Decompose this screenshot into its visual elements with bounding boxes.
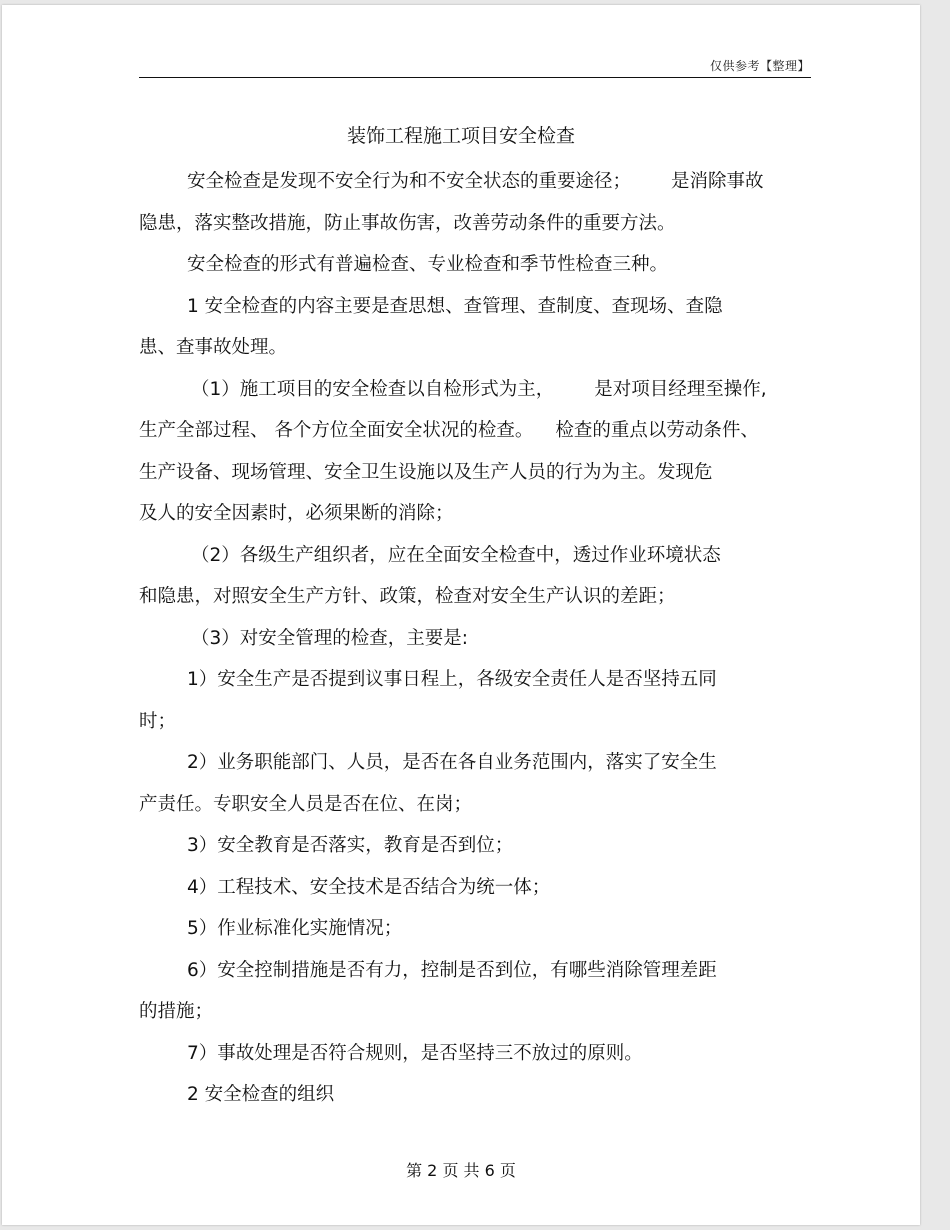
paragraph-line: 产责任。专职安全人员是否在位、在岗； [139, 793, 473, 815]
paragraph-line: （3）对安全管理的检查，主要是: [191, 627, 469, 649]
text-span: 检查的重点以劳动条件、 [555, 420, 759, 441]
paragraph-line: 安全检查的形式有普遍检查、专业检查和季节性检查三种。 [187, 254, 669, 275]
paragraph-line: 4）工程技术、安全技术是否结合为统一体； [187, 876, 551, 898]
paragraph-line: 2）业务职能部门、人员，是否在各自业务范围内，落实了安全生 [187, 752, 717, 773]
paragraph-line [139, 161, 811, 203]
paragraph-line: 5）作业标准化实施情况； [187, 918, 403, 939]
paragraph-line [139, 410, 811, 452]
document-page [2, 5, 920, 1225]
paragraph-line [139, 369, 811, 411]
text-span: 安全检查是发现不安全行为和不安全状态的重要途径； [187, 171, 632, 192]
paragraph-line: 隐患，落实整改措施，防止事故伤害，改善劳动条件的重要方法。 [139, 212, 676, 234]
document-body [139, 161, 811, 1116]
paragraph-line: 患、查事故处理。 [139, 337, 288, 358]
text-span: （1）施工项目的安全检查以自检形式为主， [191, 378, 555, 400]
document-title: 装饰工程施工项目安全检查 [346, 125, 575, 147]
paragraph-line: 1）安全生产是否提到议事日程上，各级安全责任人是否坚持五同 [187, 669, 717, 690]
paragraph-line: 生产设备、现场管理、安全卫生设施以及生产人员的行为为主。发现危 [139, 461, 713, 483]
paragraph-line: （2）各级生产组织者，应在全面安全检查中，透过作业环境状态 [191, 544, 721, 566]
page-footer: 第 2 页 共 6 页 [406, 1161, 516, 1180]
text-span: 是对项目经理至操作, [594, 378, 767, 400]
paragraph-line: 及人的安全因素时，必须果断的消除； [139, 503, 454, 524]
paragraph-line: 7）事故处理是否符合规则，是否坚持三不放过的原则。 [187, 1042, 643, 1064]
paragraph-line: 6）安全控制措施是否有力，控制是否到位，有哪些消除管理差距 [187, 959, 717, 981]
paragraph-line: 和隐患，对照安全生产方针、政策，检查对安全生产认识的差距； [139, 586, 676, 607]
paragraph-line: 时； [139, 710, 177, 732]
text-span: 是消除事故 [671, 171, 764, 192]
text-span: 生产全部过程、 各个方位全面安全状况的检查。 [139, 420, 534, 441]
page-header: 仅供参考【整理】 [709, 59, 810, 73]
paragraph-line: 1 安全检查的内容主要是查思想、查管理、查制度、查现场、查隐 [187, 295, 723, 317]
header-rule [139, 77, 811, 78]
paragraph-line: 2 安全检查的组织 [187, 1084, 335, 1105]
paragraph-line: 的措施； [139, 1001, 214, 1022]
paragraph-line: 3）安全教育是否落实，教育是否到位； [187, 835, 514, 856]
